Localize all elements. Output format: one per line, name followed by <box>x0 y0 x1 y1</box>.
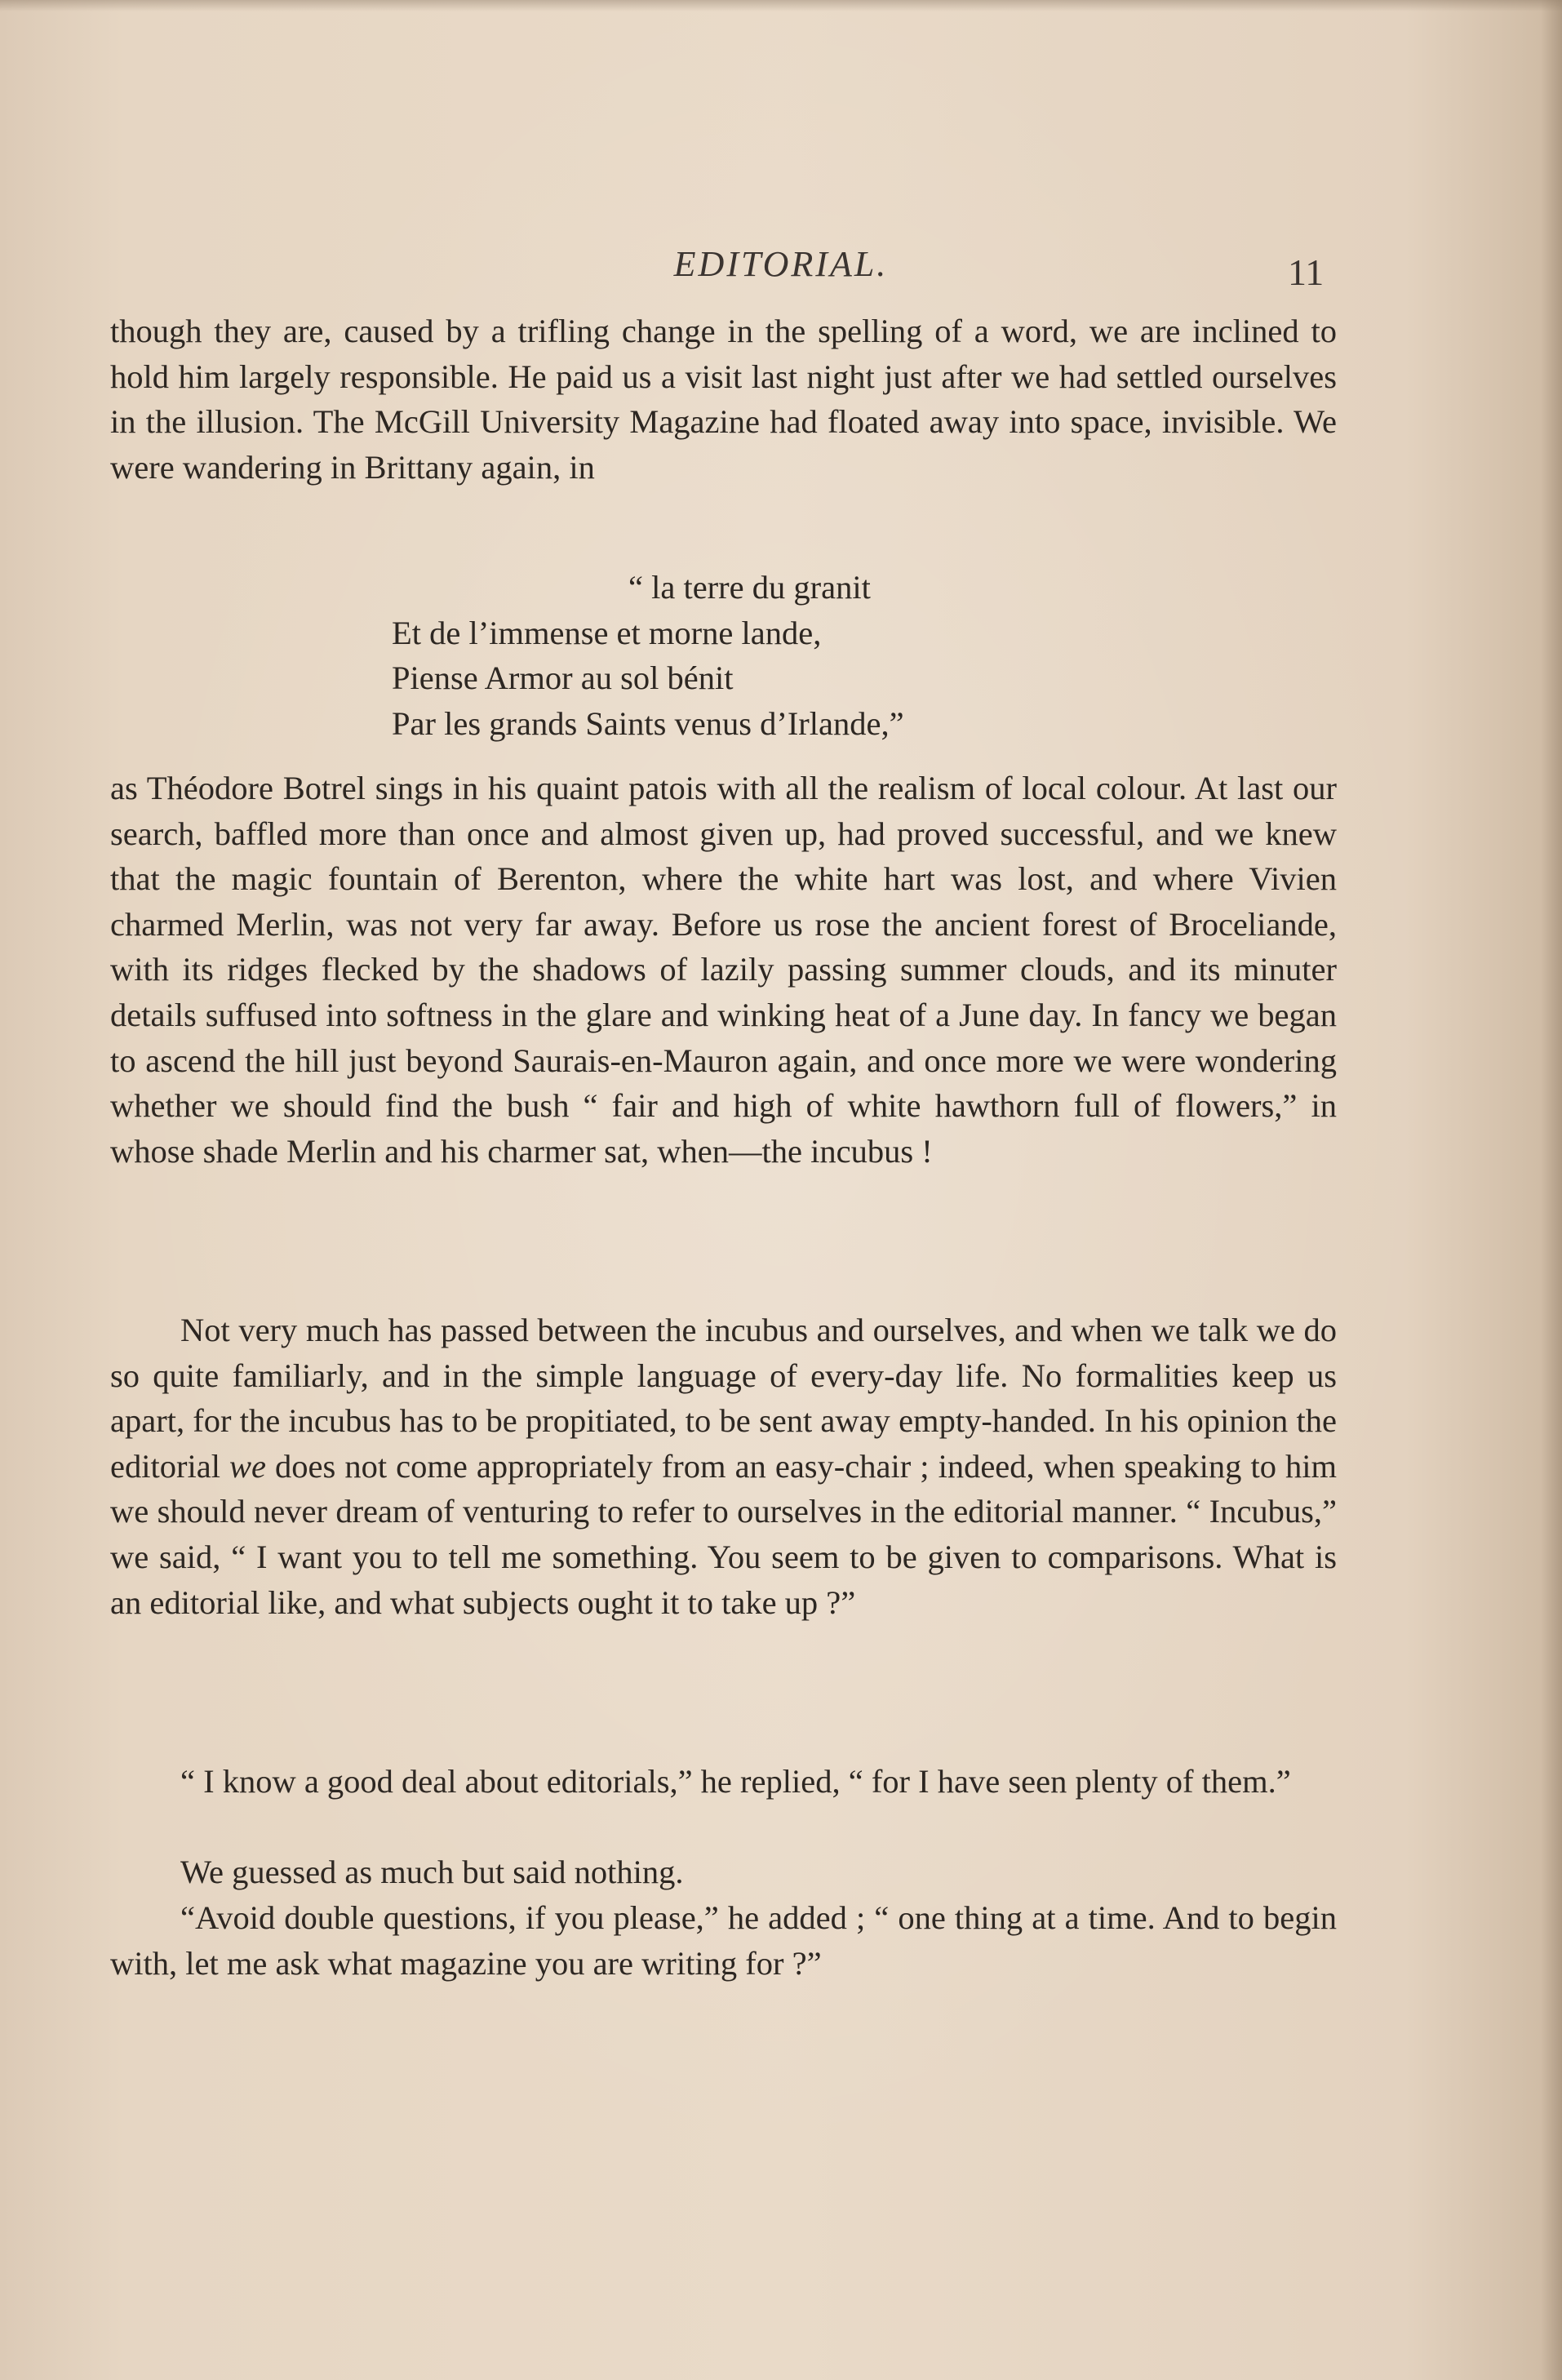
verse-line-2: Et de l’immense et morne lande, <box>392 614 822 651</box>
paragraph-4: “ I know a good deal about editorials,” he replied, “ for I have seen plenty of them.” <box>180 1763 1291 1800</box>
page-top-edge <box>0 0 1562 11</box>
running-title: EDITORIAL. <box>673 244 889 284</box>
paragraph-1: though they are, caused by a trifling change in the spelling of a word, we are inclined to hold him largely responsible. He paid us a visit last night just after we had settled ourselves in the illusion. The McGill University Magazine had floated away into space, invisible. We were wandering in Brittany again, in <box>110 313 1337 486</box>
paragraph-3-part-1: Not very much has passed between the incubus and ourselves, and when we talk we do so quite familiarly, and in the simple language of every-day life. No formalities keep us apart, for the incubus has to be propitiated, to be sent away empty-handed. In his opinion the editorial <box>110 1312 1337 1485</box>
verse-line-4: Par les grands Saints venus d’Irlande,” <box>392 704 904 742</box>
paragraph-3-italic-we: we <box>229 1447 266 1485</box>
paragraph-2: as Théodore Botrel sings in his quaint patois with all the realism of local colour. At last our search, baffled more than once and almost given up, had proved successful, and we knew that the magic fountain of Berenton, where the white hart was lost, and where Vivien charmed Merlin, was not very far away. Before us rose the ancient forest of Broceliande, with its ridges flecked by the shadows of lazily passing summer clouds, and its minuter details suffused into softness in the glare and winking heat of a June day. In fancy we began to ascend the hill just beyond Saurais-en-Mauron again, and once more we were wondering whether we should find the bush “ fair and high of white hawthorn full of flowers,” in whose shade Merlin and his charmer sat, when—the incubus ! <box>110 770 1337 1170</box>
verse-line-1: “ la terre du granit <box>628 569 871 606</box>
verse-line-3: Piense Armor au sol bénit <box>392 659 734 697</box>
verse-quotation <box>392 565 904 746</box>
paragraph-3-part-2: does not come appropriately from an easy-chair ; indeed, when speaking to him we should never dream of venturing to refer to ourselves in the editorial manner. “ Incubus,” we said, “ I want you to tell me something. You seem to be given to comparisons. What is an editorial like, and what subjects ought it to take up ?” <box>110 1447 1338 1621</box>
paragraph-3 <box>110 1308 1337 1625</box>
page-right-edge <box>1541 0 1562 2380</box>
paragraph-6: “Avoid double questions, if you please,” he added ; “ one thing at a time. And to begin with, let me ask what magazine you are writing for ?” <box>110 1899 1337 1982</box>
page-number: 11 <box>1288 251 1325 293</box>
paragraph-5: We guessed as much but said nothing. <box>180 1854 684 1890</box>
